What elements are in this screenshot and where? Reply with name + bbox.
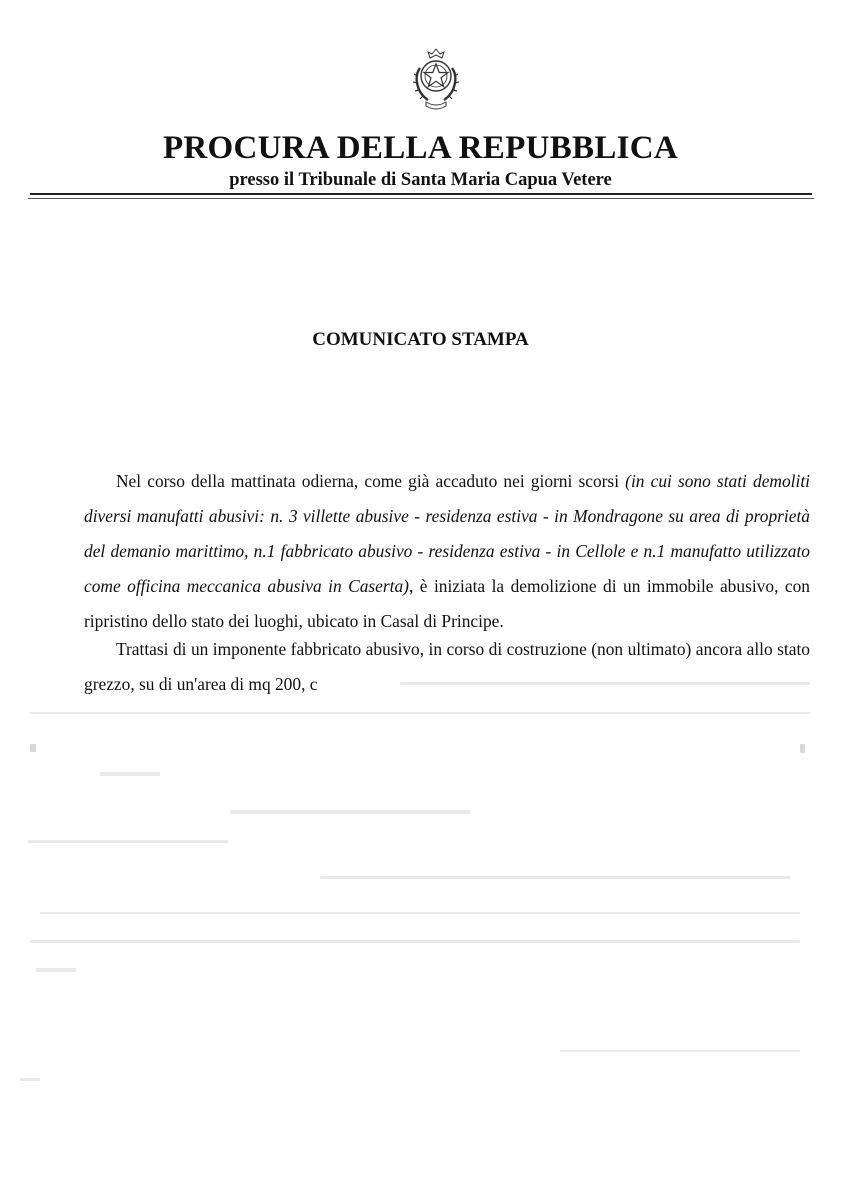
scan-artifact [400, 682, 810, 685]
scan-artifact [20, 1078, 40, 1081]
office-subtitle: presso il Tribunale di Santa Maria Capua Vetere [229, 170, 612, 190]
paragraph-1-rest: , è iniziata la demolizione di un immobile abusivo, con ripristino dello stato dei luoghi, ubicato in Casal di Principe. [84, 576, 810, 631]
paragraph-1 [84, 464, 810, 639]
paragraph-2 [84, 632, 810, 702]
scan-artifact [230, 810, 470, 814]
paragraph-2-text: Trattasi di un imponente fabbricato abusivo, in corso di costruzione (non ultimato) ancora allo stato grezzo, su di un'area di mq 200, c [84, 639, 810, 694]
document-title: COMUNICATO STAMPA [312, 329, 529, 350]
scan-artifact [30, 940, 800, 943]
header-divider [30, 193, 812, 195]
italian-republic-emblem-icon [406, 46, 466, 114]
header-divider-thin [28, 198, 814, 199]
scan-artifact [100, 772, 160, 776]
scan-artifact [800, 744, 805, 753]
office-title: PROCURA DELLA REPUBBLICA [162, 130, 679, 166]
scan-artifact [320, 876, 790, 879]
scan-artifact [560, 1050, 800, 1052]
scan-artifact [30, 712, 810, 714]
scan-artifact [30, 744, 36, 752]
scan-artifact [36, 968, 76, 972]
paragraph-1-italic: (in cui sono stati demoliti diversi manufatti abusivi: n. 3 villette abusive - residenza estiva - in Mondragone su area di proprietà del demanio marittimo, n.1 fabbricato abusivo - residenza estiva - in Cellole e n.1 manufatto utilizzato come officina meccanica abusiva in Caserta) [84, 471, 811, 596]
scan-artifact [28, 840, 228, 843]
paragraph-1-intro: Nel corso della mattinata odierna, come già accaduto nei giorni scorsi [116, 471, 626, 491]
scan-artifact [40, 912, 800, 914]
